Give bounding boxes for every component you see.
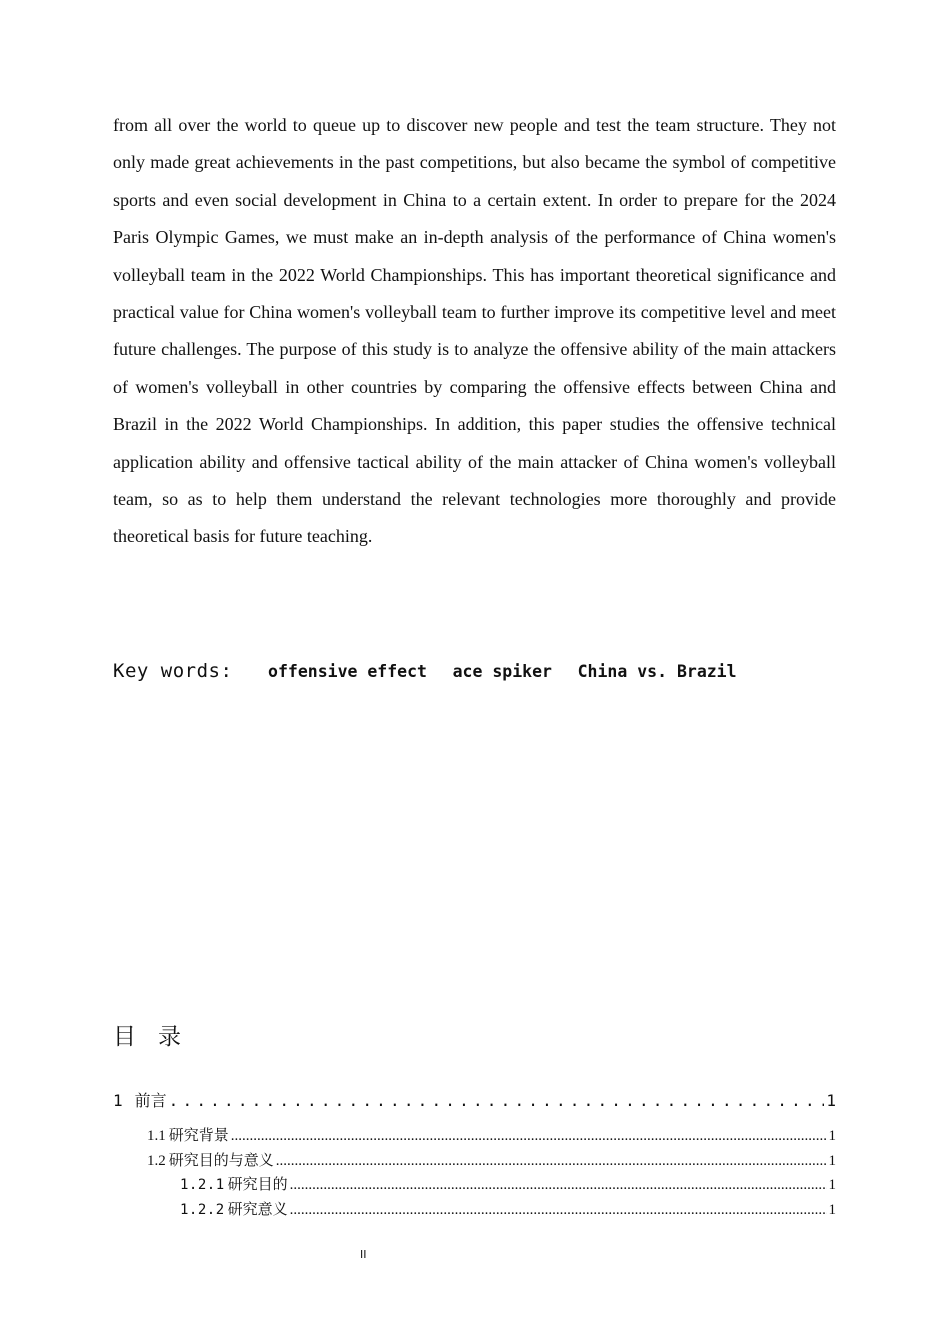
- toc-entry[interactable]: [147, 1124, 836, 1145]
- toc-entry-number: 1.2.1: [180, 1177, 225, 1193]
- toc-entry-page: 1: [828, 1153, 836, 1169]
- toc-entry-page: 1: [828, 1177, 836, 1193]
- toc-entry-title: 前言: [134, 1091, 167, 1110]
- keyword: ace spiker: [452, 662, 552, 681]
- toc-entry-page: 1: [828, 1128, 836, 1144]
- toc-entry-title: 研究背景: [168, 1128, 229, 1144]
- toc-entry-page: 1: [828, 1202, 836, 1218]
- toc-leader-dots: [290, 1177, 827, 1194]
- toc-leader-dots: [276, 1153, 827, 1170]
- toc-entry-number: 1.2.2: [180, 1202, 225, 1218]
- toc-entry-number: 1.1: [147, 1128, 166, 1144]
- keyword: China vs. Brazil: [577, 662, 737, 681]
- toc-entry[interactable]: [180, 1198, 836, 1219]
- toc-entry-title: 研究目的与意义: [168, 1153, 274, 1169]
- keyword: offensive effect: [268, 662, 427, 681]
- toc-entry[interactable]: [113, 1088, 836, 1111]
- toc-leader-dots: [231, 1128, 827, 1145]
- toc-title: 目录: [113, 1024, 203, 1050]
- keywords-label: Key words:: [113, 660, 233, 682]
- toc-leader-dots: [290, 1202, 827, 1219]
- keywords-line: [113, 660, 853, 682]
- toc-entry-number: 1: [113, 1091, 123, 1110]
- toc-leader-dots: [169, 1091, 825, 1110]
- abstract-body: from all over the world to queue up to discover new people and test the team structure. They not only made great achievements in the past competitions, but also became the symbol of competitive sports and even social development in China to a certain extent. In order to prepare for the 2024 Paris Olympic Games, we must make an in-depth analysis of the performance of China women's volleyball team in the 2022 World Championships. This has important theoretical significance and practical value for China women's volleyball team to further improve its competitive level and meet future challenges. The purpose of this study is to analyze the offensive ability of the main attackers of women's volleyball in other countries by comparing the offensive effects between China and Brazil in the 2022 World Championships. In addition, this paper studies the offensive technical application ability and offensive tactical ability of the main attacker of China women's volleyball team, so as to help them understand the relevant technologies more thoroughly and provide theoretical basis for future teaching.: [113, 115, 836, 547]
- toc-entry-page: 1: [826, 1091, 836, 1110]
- toc-entry[interactable]: [147, 1149, 836, 1170]
- toc-entry-title: 研究意义: [227, 1202, 288, 1218]
- toc-entry[interactable]: [180, 1173, 836, 1194]
- toc-entry-number: 1.2: [147, 1153, 166, 1169]
- toc-entry-title: 研究目的: [227, 1177, 288, 1193]
- page-number: II: [360, 1248, 367, 1261]
